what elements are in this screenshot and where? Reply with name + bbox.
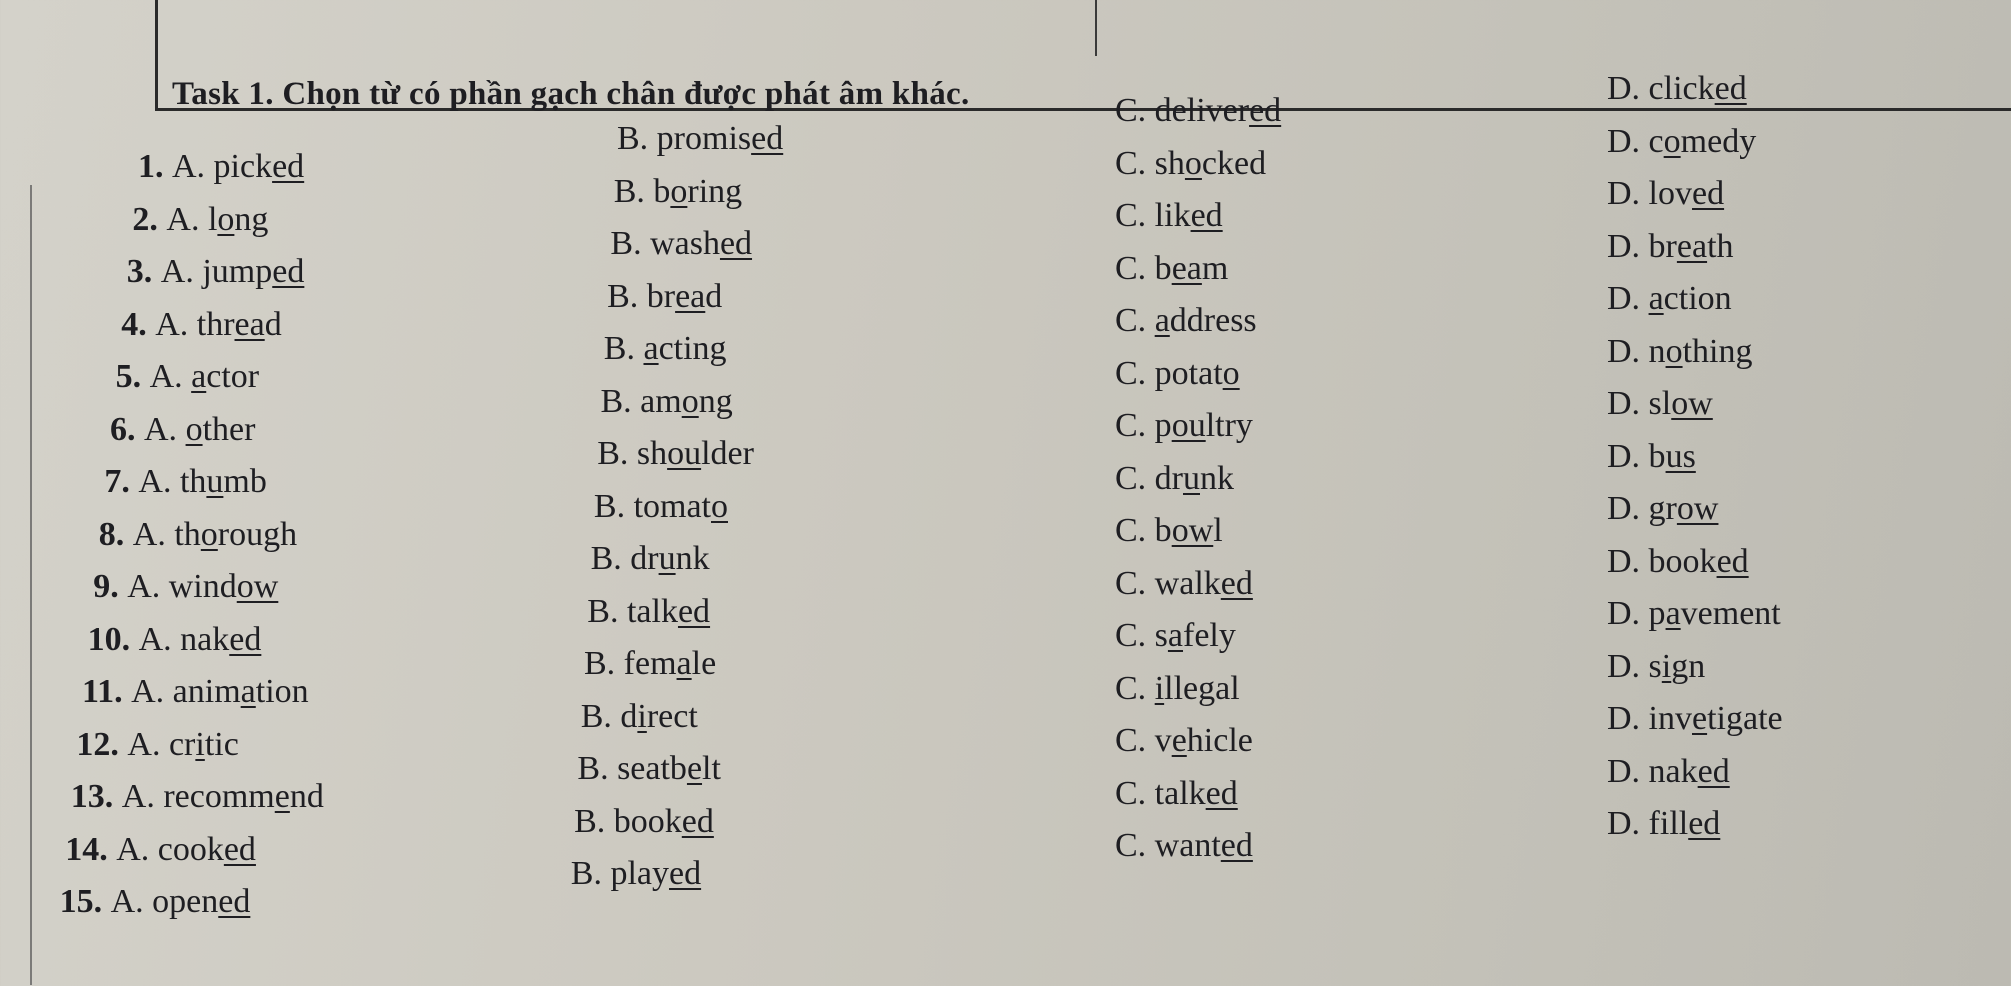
option-d: D. nothing [1607,332,1753,370]
question-number: 1. [138,148,172,185]
option-b: B. female [584,645,717,682]
underlined-part: ed [1714,70,1747,107]
underlined-part: u [206,463,224,500]
option-a: 1. A. picked [138,148,305,185]
option-c: C. address [1115,302,1257,339]
option-a: 4. A. thread [121,305,282,343]
option-a: 10. A. naked [87,620,262,658]
question-number: 7. [104,463,139,500]
option-b: B. acting [603,330,727,367]
underlined-part: o [1665,332,1683,370]
option-d: D. filled [1607,805,1721,842]
option-d: D. breath [1607,227,1734,265]
option-d: D. slow [1607,385,1713,422]
underlined-part: o [681,382,699,420]
underlined-part: ed [1205,774,1238,812]
left-margin-line [30,185,32,985]
option-b: B. washed [610,225,753,262]
underlined-part: o [185,410,203,448]
option-b: B. played [570,855,702,892]
underlined-part: ed [1220,564,1253,602]
option-b: B. booked [574,802,714,840]
option-b: B. drunk [590,540,710,577]
underlined-part: ed [677,592,711,630]
underlined-part: ed [751,120,784,157]
underlined-part: ed [218,883,251,920]
underlined-part: a [1167,617,1184,654]
top-table-divider [1095,0,1097,56]
option-c: C. drunk [1115,459,1234,497]
underlined-part: ea [1171,249,1202,287]
option-c: C. talked [1115,774,1238,812]
option-d: D. pavement [1607,595,1781,632]
option-d: D. naked [1607,752,1730,790]
underlined-part: i [195,725,205,763]
underlined-part: ow [1676,490,1719,527]
underlined-part: e [1171,722,1187,759]
option-b: B. shoulder [597,435,754,472]
underlined-part: ed [1249,92,1282,129]
underlined-part: u [658,540,676,577]
underlined-part: ed [681,802,714,840]
option-d: D. action [1607,280,1732,317]
underlined-part: a [240,673,256,710]
option-d: D. comedy [1607,122,1757,160]
option-c: C. safely [1115,617,1236,654]
option-a: 2. A. long [132,200,269,238]
option-a: 15. A. opened [59,883,251,920]
underlined-part: ea [1676,227,1708,265]
underlined-part: e [686,750,703,787]
option-b: B. among [600,382,733,420]
question-number: 11. [82,673,132,710]
option-a: 3. A. jumped [126,253,305,290]
underlined-part: o [1184,144,1202,182]
option-d: D. loved [1607,175,1725,212]
underlined-part: u [1183,459,1200,497]
underlined-part: a [1665,595,1681,632]
question-number: 6. [110,410,144,448]
option-c: C. bowl [1115,512,1223,549]
option-d: D. bus [1607,437,1696,475]
underlined-part: ed [223,830,256,868]
underlined-part: ed [669,855,702,892]
underlined-part: ed [1716,542,1749,580]
underlined-part: ed [1220,827,1253,864]
underlined-part: ou [1171,407,1206,444]
option-c: C. beam [1115,249,1229,287]
option-a: 6. A. other [110,410,256,448]
underlined-part: a [676,645,692,682]
underlined-part: a [1648,280,1664,317]
question-number: 5. [115,358,150,395]
option-a: 14. A. cooked [65,830,256,868]
option-b: B. direct [580,697,698,735]
underlined-part: e [1692,700,1708,737]
question-number: 12. [76,725,128,763]
question-number: 4. [121,305,156,343]
question-number: 8. [98,515,133,553]
option-c: C. liked [1115,197,1223,234]
underlined-part: ed [1688,805,1721,842]
underlined-part: o [711,487,728,525]
option-b: B. promised [617,120,784,157]
underlined-part: o [1663,122,1681,160]
option-c: C. walked [1115,564,1253,602]
option-c: C. shocked [1115,144,1267,182]
option-c: C. poultry [1115,407,1253,444]
option-a: 11. A. animation [82,673,309,710]
underlined-part: ow [1671,385,1713,422]
option-a: 9. A. window [93,568,279,605]
underlined-part: ou [667,435,702,472]
option-d: D. clicked [1607,70,1747,107]
underlined-part: ed [272,253,305,290]
underlined-part: ed [1697,752,1730,790]
question-number: 2. [132,200,167,238]
option-c: C. vehicle [1115,722,1253,759]
option-c: C. delivered [1115,92,1282,129]
question-number: 15. [59,883,111,920]
option-c: C. wanted [1115,827,1253,864]
option-a: 7. A. thumb [104,463,267,500]
underlined-part: ed [1692,175,1725,212]
underlined-part: ea [675,277,706,315]
underlined-part: ow [236,568,279,605]
underlined-part: o [200,515,218,553]
question-number: 14. [65,830,117,868]
underlined-part: ea [234,305,265,343]
option-c: C. potato [1115,354,1240,392]
option-b: B. talked [587,592,711,630]
option-d: D. invetigate [1607,700,1783,737]
option-b: B. seatbelt [577,750,721,787]
underlined-part: e [274,778,290,815]
underlined-part: ed [1190,197,1223,234]
question-number: 3. [126,253,161,290]
option-b: B. tomato [593,487,728,525]
underlined-part: i [637,697,647,735]
question-number: 9. [93,568,128,605]
underlined-part: i [1154,669,1165,707]
underlined-part: a [1154,302,1170,339]
underlined-part: o [670,172,688,210]
underlined-part: ow [1171,512,1214,549]
option-b: B. boring [613,172,743,210]
underlined-part: a [191,358,207,395]
underlined-part: o [217,200,235,238]
underlined-part: o [1222,354,1240,392]
underlined-part: us [1665,437,1696,475]
question-number: 13. [70,778,122,815]
underlined-part: a [643,330,659,367]
underlined-part: ed [272,148,305,185]
option-c: C. illegal [1115,669,1240,707]
underlined-part: ed [229,620,262,658]
option-d: D. booked [1607,542,1749,580]
option-a: 5. A. actor [115,358,260,395]
task-title: Task 1. Chọn từ có phần gạch chân được phát âm khác. [172,76,970,112]
option-a: 12. A. critic [76,725,239,763]
option-d: D. sign [1607,647,1706,685]
question-number: 10. [87,620,139,658]
option-a: 8. A. thorough [98,515,298,553]
underlined-part: ed [719,225,753,262]
underlined-part: i [1661,647,1672,685]
option-d: D. grow [1607,490,1719,527]
option-b: B. bread [607,277,723,315]
option-a: 13. A. recommend [70,778,324,815]
